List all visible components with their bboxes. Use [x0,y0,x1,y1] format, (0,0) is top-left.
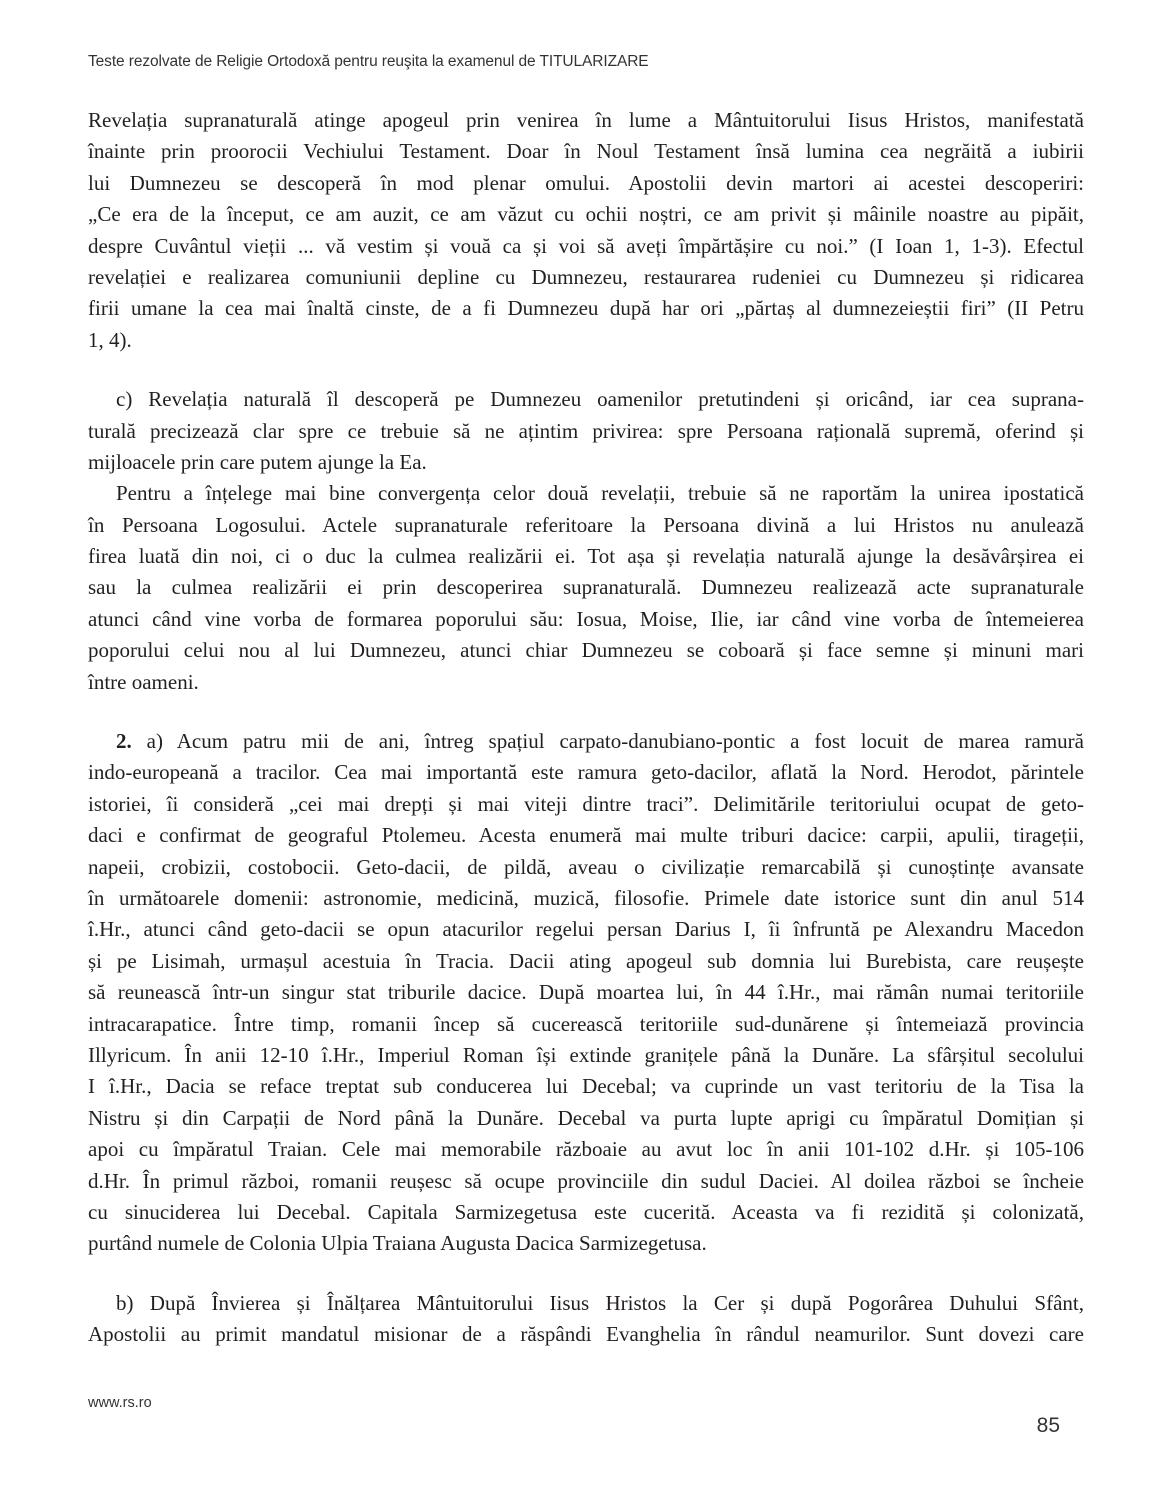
paragraph-2a-geto-dacians [88,726,1084,1260]
paragraph-revelation-supernatural [88,105,1084,356]
text-line: în Persoana Logosului. Actele supranaturale referitoare la Persoana divină a lui Hristos nu anulează [88,512,1084,537]
text-line: lui Dumnezeu se descoperă în mod plenar omului. Apostolii devin martori ai acestei descoperiri: [88,170,1084,195]
text-line: istoriei, îi consideră „cei mai drepți și mai viteji dintre traci”. Delimitările teritoriului ocupat de geto- [88,791,1084,816]
text-line: î.Hr., atunci când geto-dacii se opun atacurilor regelui persan Darius I, îi înfruntă pe Alexandru Macedon [88,917,1084,942]
paragraph-c-natural-revelation [88,384,1084,478]
text-line: turală precizează clar spre ce trebuie să ne ațintim privirea: spre Persoana rațională supremă, oferind și [88,418,1084,443]
text-line: daci e confirmat de geograful Ptolemeu. Acesta enumeră mai multe triburi dacice: carpii, apulii, tirageții, [88,823,1084,848]
text-line: d.Hr. În primul război, romanii reușesc să ocupe provinciile din sudul Daciei. Al doilea război se încheie [88,1168,1084,1193]
text-line: b) După Învierea și Înălțarea Mântuitorului Iisus Hristos la Cer și după Pogorârea Duhului Sfânt, [116,1290,1084,1315]
text-line: 1, 4). [88,327,132,352]
text-line: Illyricum. În anii 12-10 î.Hr., Imperiul Roman își extinde granițele până la Dunăre. La sfârșitul secolului [88,1042,1084,1067]
item-number: 2. [116,729,132,754]
text-line: purtând numele de Colonia Ulpia Traiana Augusta Dacica Sarmizegetusa. [88,1231,707,1256]
text-line: apoi cu împăratul Traian. Cele mai memorabile războaie au avut loc în anii 101-102 d.Hr. și 105-106 [88,1137,1084,1162]
text-line: I î.Hr., Dacia se reface treptat sub conducerea lui Decebal; va cuprinde un vast teritoriu de la Tisa la [88,1074,1084,1099]
paragraph-spacer [88,356,1084,384]
text-line: intracarapatice. Între timp, romanii încep să cucerească teritoriile sud-dunărene și întemeiază provincia [88,1011,1084,1036]
text-line: Nistru și din Carpații de Nord până la Dunăre. Decebal va purta lupte aprigi cu împăratul Domițian și [88,1105,1084,1130]
text-line: Pentru a înțelege mai bine convergența celor două revelații, trebuie să ne raportăm la unirea ipostatică [116,481,1084,506]
text-line: indo-europeană a tracilor. Cea mai importantă este ramura geto-dacilor, aflată la Nord. Herodot, părintele [88,760,1084,785]
page-number: 85 [1036,1414,1060,1437]
text-line: înainte prin proorocii Vechiului Testament. Doar în Noul Testament însă lumina cea negrăită a iubirii [88,139,1084,164]
text-line: c) Revelația naturală îl descoperă pe Dumnezeu oamenilor pretutindeni și oricând, iar cea suprana- [116,387,1084,412]
text-line: firea luată din noi, ci o duc la culmea realizării ei. Tot așa și revelația naturală ajunge la desăvârșirea ei [88,544,1084,569]
text-line: firii umane la cea mai înaltă cinste, de a fi Dumnezeu după har ori „părtaș al dumnezeieștii firi” (II Petru [88,296,1084,321]
text-line: „Ce era de la început, ce am auzit, ce am văzut cu ochii noștri, ce am privit și mâinile noastre au pipăit, [88,202,1084,227]
text-line: atunci când vine vorba de formarea poporului său: Iosua, Moise, Ilie, iar când vine vorba de întemeierea [88,606,1084,631]
text-line: mijloacele prin care putem ajunge la Ea. [88,449,427,474]
text-line: Revelația supranaturală atinge apogeul prin venirea în lume a Mântuitorului Iisus Hristos, manifestată [88,108,1084,132]
text-line: despre Cuvântul vieții ... vă vestim și vouă ca și voi să aveți împărtășire cu noi.” (I Ioan 1, 1-3). Efectul [88,233,1084,258]
text-line: poporului celui nou al lui Dumnezeu, atunci chiar Dumnezeu se coboară și face semne și minuni mari [88,638,1084,663]
text-line: revelației e realizarea comuniunii depline cu Dumnezeu, restaurarea rudeniei cu Dumnezeu și ridicarea [88,264,1084,289]
paragraph-b-apostles-mission [88,1288,1084,1351]
footer-url: www.rs.ro [88,1395,152,1411]
paragraph-spacer [88,698,1084,726]
page-body [88,105,1084,1350]
text-line: și pe Lisimah, urmașul acestuia în Tracia. Dacii ating apogeul sub domnia lui Burebista, care reușește [88,948,1084,973]
paragraph-spacer [88,1260,1084,1288]
text-line: în următoarele domenii: astronomie, medicină, muzică, filosofie. Primele date istorice sunt din anul 514 [88,885,1084,910]
text-line-content: a) Acum patru mii de ani, întreg spațiul carpato-danubiano-pontic a fost locuit de marea ramură [131,729,1084,754]
text-line [88,726,1084,757]
text-line: sau la culmea realizării ei prin descoperirea supranaturală. Dumnezeu realizează acte supranaturale [88,575,1084,600]
text-line: între oameni. [88,669,199,694]
text-line: să reunească într-un singur stat triburile dacice. După moartea lui, în 44 î.Hr., mai rămân numai teritoriile [88,980,1084,1005]
text-line: napeii, crobizii, costobocii. Geto-dacii, de pildă, aveau o civilizație remarcabilă și cunoștințe avansate [88,854,1084,879]
text-line: cu sinuciderea lui Decebal. Capitala Sarmizegetusa este cucerită. Aceasta va fi rezidită și colonizată, [88,1199,1084,1224]
text-line: Apostolii au primit mandatul misionar de a răspândi Evanghelia în rândul neamurilor. Sunt dovezi care [88,1322,1084,1347]
paragraph-convergence [88,478,1084,698]
running-header: Teste rezolvate de Religie Ortodoxă pentru reuşita la examenul de TITULARIZARE [88,53,649,70]
